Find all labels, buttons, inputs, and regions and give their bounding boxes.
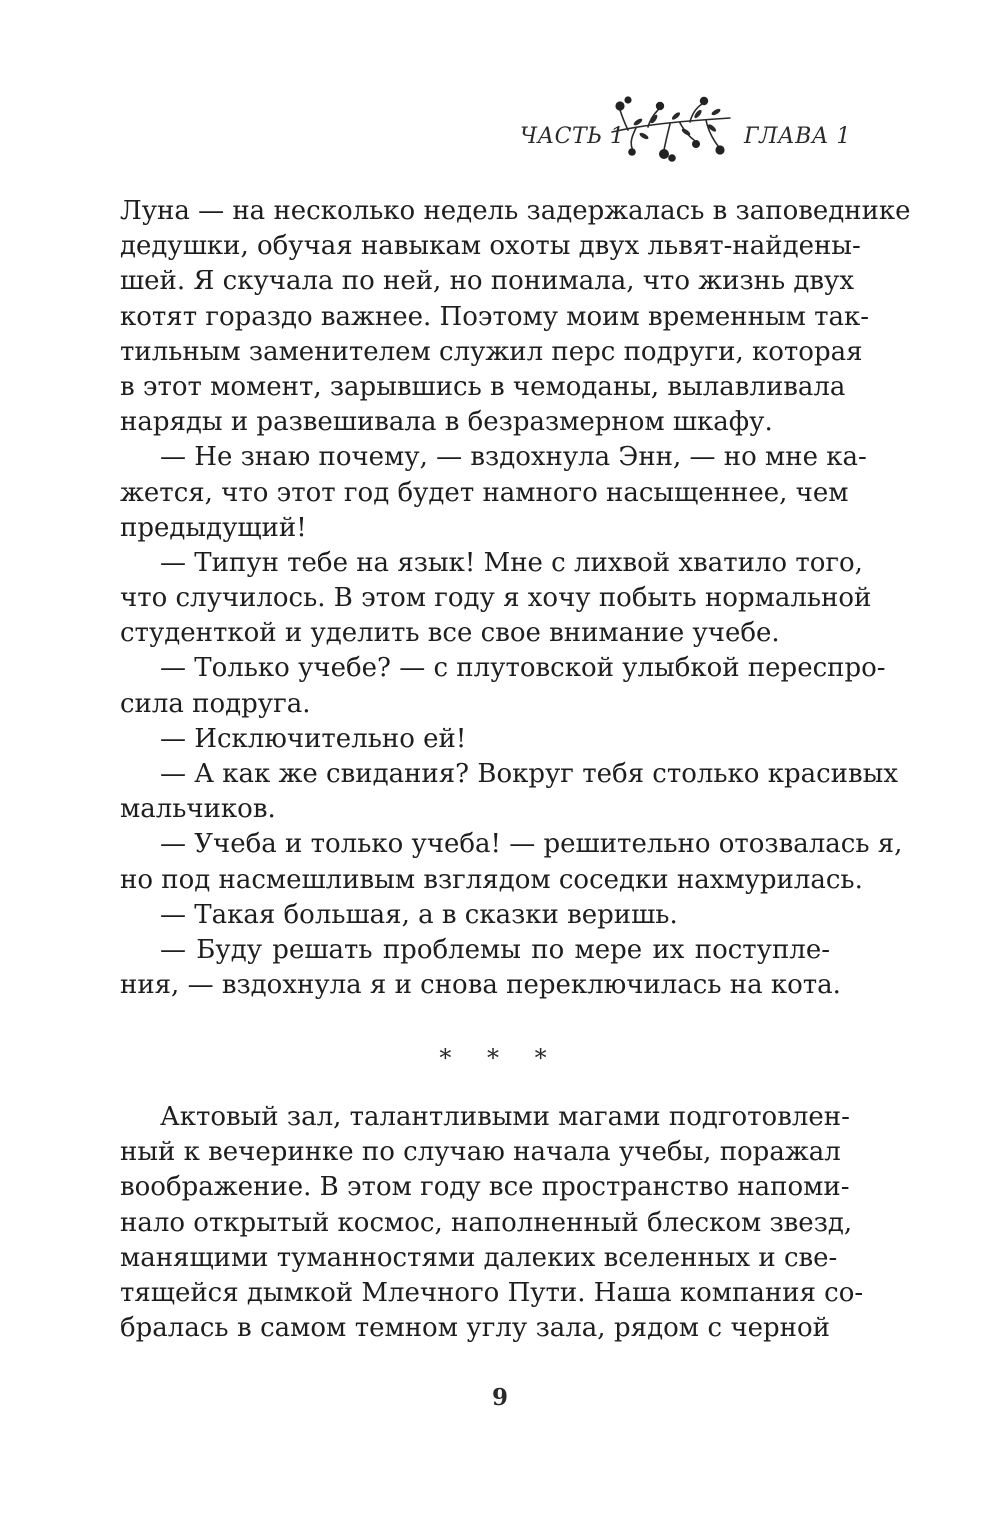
text-line: ный к вечеринке по случаю начала учебы, поражал <box>120 1137 841 1168</box>
page-number: 9 <box>491 1384 508 1411</box>
text-line: — А как же свидания? Вокруг тебя столько красивых <box>160 759 899 789</box>
text-line: — Буду решать проблемы по мере их поступле- <box>160 934 830 965</box>
text-line: студенткой и уделить все свое внимание учебе. <box>120 618 780 649</box>
scene-separator: * * * <box>439 1044 561 1072</box>
text-line: бралась в самом темном углу зала, рядом с черной <box>120 1313 830 1344</box>
berry-branch-icon <box>608 92 734 168</box>
text-line: мальчиков. <box>120 794 276 825</box>
text-line: но под насмешливым взглядом соседки нахмурилась. <box>120 864 863 895</box>
text-line: шей. Я скучала по ней, но понимала, что жизнь двух <box>120 266 855 297</box>
text-line: дедушки, обучая навыкам охоты двух львят-найдены- <box>120 231 861 262</box>
text-line: манящими туманностями далеких вселенных и све- <box>120 1242 838 1273</box>
text-line: тильным заменителем служил перс подруги, которая <box>120 336 863 367</box>
text-line: в этот момент, зарывшись в чемоданы, вылавливала <box>120 371 846 402</box>
text-line: — Учеба и только учеба! — решительно отозвалась я, <box>160 829 903 860</box>
text-line: — Такая большая, а в сказки веришь. <box>160 899 678 930</box>
text-line: Луна — на несколько недель задержалась в заповеднике <box>120 196 911 226</box>
text-line: жется, что этот год будет намного насыщеннее, чем <box>120 477 849 508</box>
chapter-label: ГЛАВА 1 <box>744 124 851 149</box>
running-header <box>500 88 851 178</box>
text-line: Актовый зал, талантливыми магами подготовлен- <box>160 1102 850 1132</box>
body-text <box>120 194 911 1003</box>
text-line: наряды и развешивала в безразмерном шкафу. <box>120 407 773 438</box>
text-line: котят гораздо важнее. Поэтому моим временным так- <box>120 301 869 332</box>
text-line: — Исключительно ей! <box>160 723 467 754</box>
text-line: — Типун тебе на язык! Мне с лихвой хватило того, <box>160 547 863 578</box>
text-line: тящейся дымкой Млечного Пути. Наша компания со- <box>120 1277 864 1308</box>
text-line: воображение. В этом году все пространство напоми- <box>120 1172 850 1203</box>
text-line: предыдущий! <box>120 512 307 543</box>
body-text-continued <box>120 1100 864 1346</box>
text-line: сила подруга. <box>120 688 311 719</box>
text-line: — Только учебе? — с плутовской улыбкой переспро- <box>160 653 886 684</box>
text-line: что случилось. В этом году я хочу побыть нормальной <box>120 583 872 614</box>
text-line: — Не знаю почему, — вздохнула Энн, — но мне ка- <box>160 442 867 473</box>
part-label: ЧАСТЬ 1 <box>520 124 625 149</box>
text-line: нало открытый космос, наполненный блеском звезд, <box>120 1207 853 1238</box>
text-line: ния, — вздохнула я и снова переключилась на кота. <box>120 970 841 1001</box>
